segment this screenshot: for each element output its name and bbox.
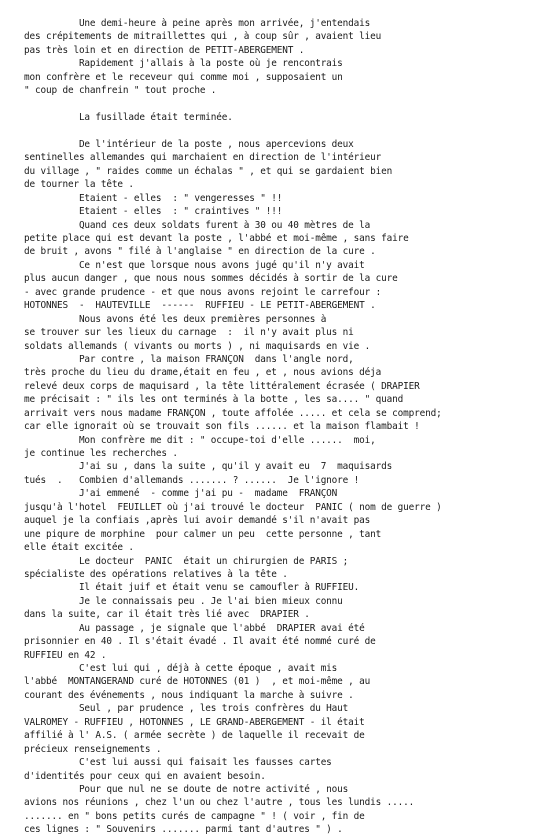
text-line: VALROMEY - RUFFIEU , HOTONNES , LE GRAND-ABERGEMENT - il était xyxy=(24,716,365,728)
text-line xyxy=(24,125,520,138)
text-line: précieux renseignements . xyxy=(24,743,162,755)
text-line: elle était excitée . xyxy=(24,542,134,554)
text-line: très proche du lieu du drame,était en feu , et , nous avions déja xyxy=(24,367,382,379)
text-line: de bruit , avons " filé à l'anglaise " en direction de la cure . xyxy=(24,246,376,258)
text-line: Etaient - elles : " vengeresses " !! xyxy=(24,192,283,204)
text-line: RUFFIEU en 42 . xyxy=(24,649,107,661)
text-line: Le docteur PANIC était un chirurgien de PARIS ; xyxy=(24,555,349,567)
text-line: Seul , par prudence , les trois confrères du Haut xyxy=(24,703,349,715)
text-line: Rapidement j'allais à la poste où je rencontrais xyxy=(24,58,343,70)
text-line: Nous avons été les deux premières personnes à xyxy=(24,313,327,325)
text-line: spécialiste des opérations relatives à la tête . xyxy=(24,568,288,580)
text-line: tués . Combien d'allemands ....... ? ...... Je l'ignore ! xyxy=(24,474,360,486)
text-line: me précisait : " ils les ont terminés à la botte , les sa.... " quand xyxy=(24,394,404,406)
text-line: se trouver sur les lieux du carnage : il n'y avait plus ni xyxy=(24,327,354,339)
text-line: J'ai su , dans la suite , qu'il y avait eu 7 maquisards xyxy=(24,461,393,473)
text-line: Par contre , la maison FRANÇON dans l'angle nord, xyxy=(24,353,354,365)
text-line: Etaient - elles : " craintives " !!! xyxy=(24,206,283,218)
text-line: auquel je la confiais ,après lui avoir demandé s'il n'avait pas xyxy=(24,515,371,527)
text-line: ....... en " bons petits curés de campagne " ! ( voir , fin de xyxy=(24,810,365,822)
text-line: avions nos réunions , chez l'un ou chez l'autre , tous les lundis ..... xyxy=(24,797,415,809)
text-line: - avec grande prudence - et que nous avons rejoint le carrefour : xyxy=(24,286,382,298)
text-line: Quand ces deux soldats furent à 30 ou 40 mètres de la xyxy=(24,219,371,231)
text-line: Ce n'est que lorsque nous avons jugé qu'il n'y avait xyxy=(24,259,365,271)
text-line: " coup de chanfrein " tout proche . xyxy=(24,85,217,97)
text-line: car elle ignorait où se trouvait son fils ...... et la maison flambait ! xyxy=(24,421,420,433)
text-line: J'ai emmené - comme j'ai pu - madame FRANÇON xyxy=(24,488,338,500)
text-line: une piqure de morphine pour calmer un peu cette personne , tant xyxy=(24,528,382,540)
text-line: du village , " raides comme un échalas " , et qui se gardaient bien xyxy=(24,165,393,177)
text-line: sentinelles allemandes qui marchaient en direction de l'intérieur xyxy=(24,152,382,164)
text-line: relevé deux corps de maquisard , la tête littéralement écrasée ( DRAPIER xyxy=(24,380,420,392)
text-line: courant des événements , nous indiquant la marche à suivre . xyxy=(24,689,354,701)
text-line: mon confrère et le receveur qui comme moi , supposaient un xyxy=(24,71,343,83)
text-line: C'est lui qui , déjà à cette époque , avait mis xyxy=(24,663,338,674)
text-line: prisonnier en 40 . Il s'était évadé . Il avait été nommé curé de xyxy=(24,636,376,648)
text-line: Une demi-heure à peine après mon arrivée, j'entendais xyxy=(24,18,371,29)
text-line: l'abbé MONTANGERAND curé de HOTONNES (01 ) , et moi-même , au xyxy=(24,676,371,688)
text-line: jusqu'à l'hotel FEUILLET où j'ai trouvé le docteur PANIC ( nom de guerre ) xyxy=(24,501,442,513)
text-line: pas très loin et en direction de PETIT-ABERGEMENT . xyxy=(24,44,305,56)
text-line: je continue les recherches . xyxy=(24,448,178,459)
text-line: La fusillade était terminée. xyxy=(24,112,233,124)
text-line xyxy=(24,98,520,111)
text-line: ces lignes : " Souvenirs ....... parmi tant d'autres " ) . xyxy=(24,824,343,836)
text-line: Au passage , je signale que l'abbé DRAPIER avai été xyxy=(24,622,365,634)
text-line: Je le connaissais peu . Je l'ai bien mieux connu xyxy=(24,595,343,607)
text-line: C'est lui aussi qui faisait les fausses cartes xyxy=(24,757,332,769)
text-line: petite place qui est devant la poste , l'abbé et moi-même , sans faire xyxy=(24,233,409,244)
text-line: arrivait vers nous madame FRANÇON , toute affolée ..... et cela se comprend; xyxy=(24,407,442,419)
text-line: HOTONNES - HAUTEVILLE ------ RUFFIEU - LE PETIT-ABERGEMENT . xyxy=(24,300,376,312)
text-line: d'identités pour ceux qui en avaient besoin. xyxy=(24,770,266,782)
text-line: des crépitements de mitraillettes qui , à coup sûr , avaient lieu xyxy=(24,31,382,43)
text-line: De l'intérieur de la poste , nous apercevions deux xyxy=(24,138,354,150)
text-line: affilié à l' A.S. ( armée secrète ) de laquelle il recevait de xyxy=(24,730,365,742)
text-line: dans la suite, car il était très lié avec DRAPIER . xyxy=(24,609,310,621)
text-line: Mon confrère me dit : " occupe-toi d'elle ...... moi, xyxy=(24,434,376,446)
text-line: soldats allemands ( vivants ou morts ) , ni maquisards en vie . xyxy=(24,340,371,352)
text-line: Pour que nul ne se doute de notre activité , nous xyxy=(24,783,349,795)
text-line: de tourner la tête . xyxy=(24,179,134,191)
text-line: Il était juif et était venu se camoufler à RUFFIEU. xyxy=(24,582,360,594)
text-line: plus aucun danger , que nous nous sommes décidés à sortir de la cure xyxy=(24,273,398,285)
